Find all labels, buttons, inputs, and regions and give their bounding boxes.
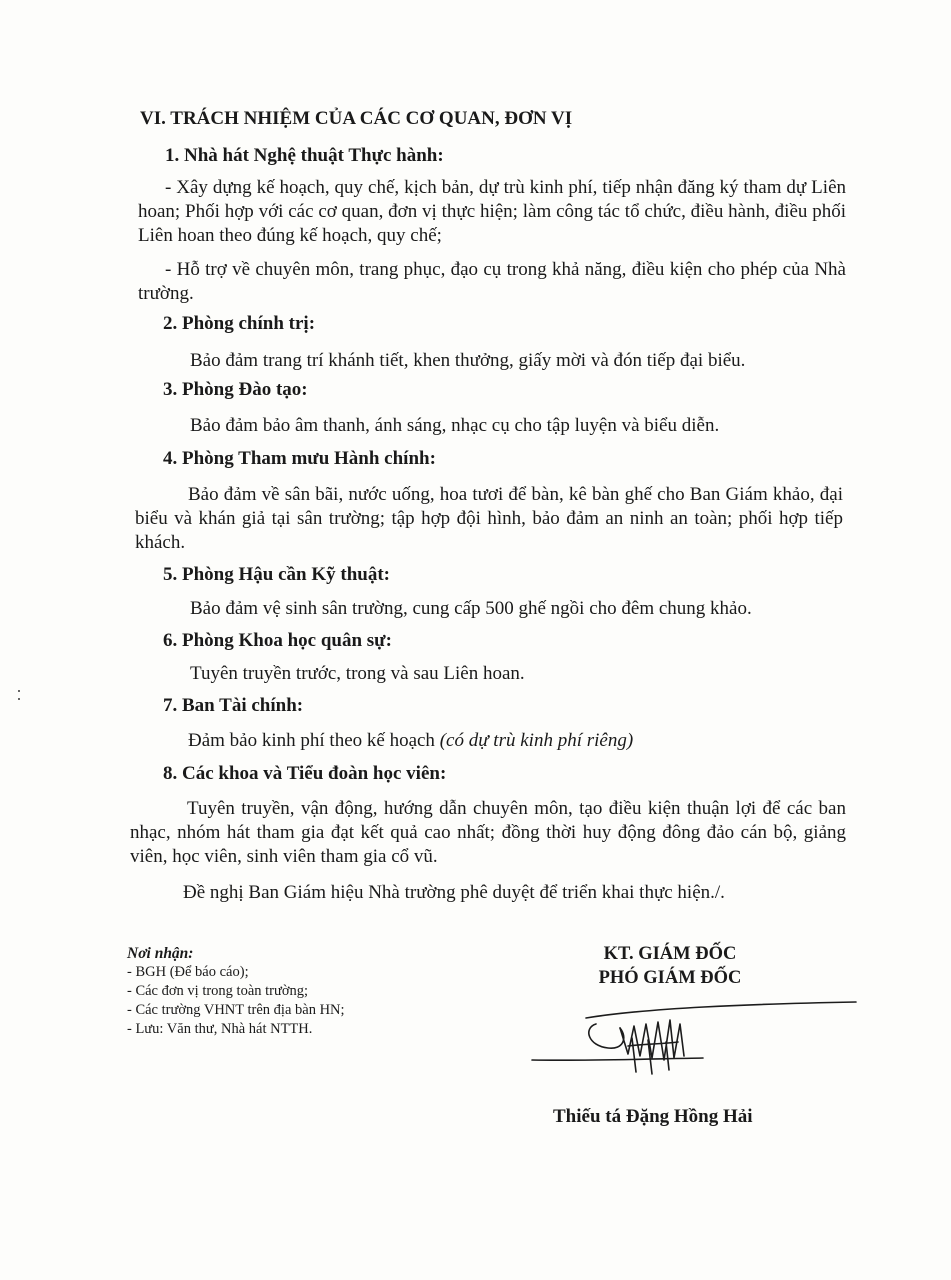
scan-speck xyxy=(18,698,20,700)
item-1-paragraph-1: - Xây dựng kế hoạch, quy chế, kịch bản, dự trù kinh phí, tiếp nhận đăng ký tham dự Liên hoan; Phối hợp với các cơ quan, đơn vị thực hiện; làm công tác tổ chức, điều hành, điều phối Liên hoan theo đúng kế hoạch, quy chế; xyxy=(138,177,846,246)
closing-line: Đề nghị Ban Giám hiệu Nhà trường phê duyệt để triển khai thực hiện./. xyxy=(183,882,725,903)
item-heading-5: 5. Phòng Hậu cần Kỹ thuật: xyxy=(163,564,390,585)
item-7-text-italic: (có dự trù kinh phí riêng) xyxy=(439,730,634,751)
item-7-text: Đảm bảo kinh phí theo kế hoạch xyxy=(188,730,435,751)
scan-speck xyxy=(18,690,20,692)
signature-title-line-1: KT. GIÁM ĐỐC xyxy=(603,944,737,964)
recipient-item: - BGH (Để báo cáo); xyxy=(127,964,249,980)
recipients-title: Nơi nhận: xyxy=(127,945,194,962)
item-5-text: Bảo đảm vệ sinh sân trường, cung cấp 500 ghế ngồi cho đêm chung khảo. xyxy=(190,598,752,619)
item-6-text: Tuyên truyền trước, trong và sau Liên hoan. xyxy=(190,663,525,684)
signer-name: Thiếu tá Đặng Hồng Hải xyxy=(553,1106,753,1127)
recipient-item: - Các trường VHNT trên địa bàn HN; xyxy=(127,1002,345,1018)
signature-title-line-2: PHÓ GIÁM ĐỐC xyxy=(598,968,742,988)
item-heading-4: 4. Phòng Tham mưu Hành chính: xyxy=(163,448,436,469)
recipient-item: - Lưu: Văn thư, Nhà hát NTTH. xyxy=(127,1021,313,1037)
recipients-block xyxy=(127,944,345,1039)
item-heading-8: 8. Các khoa và Tiểu đoàn học viên: xyxy=(163,763,447,784)
handwritten-signature xyxy=(528,998,868,1078)
item-heading-6: 6. Phòng Khoa học quân sự: xyxy=(163,630,392,651)
item-2-text: Bảo đảm trang trí khánh tiết, khen thưởng, giấy mời và đón tiếp đại biểu. xyxy=(190,350,746,371)
recipient-item: - Các đơn vị trong toàn trường; xyxy=(127,983,309,999)
signature-title-block xyxy=(560,942,780,990)
item-7-text-line xyxy=(188,729,633,753)
item-8-text: Tuyên truyền, vận động, hướng dẫn chuyên môn, tạo điều kiện thuận lợi để các ban nhạc, nhóm hát tham gia đạt kết quả cao nhất; đồng thời huy động đông đảo cán bộ, giảng viên, học viên, sinh viên tham gia cổ vũ. xyxy=(130,798,846,867)
item-heading-3: 3. Phòng Đào tạo: xyxy=(163,379,308,400)
item-heading-2: 2. Phòng chính trị: xyxy=(163,313,316,334)
item-1-paragraph-2: - Hỗ trợ về chuyên môn, trang phục, đạo cụ trong khả năng, điều kiện cho phép của Nhà trường. xyxy=(138,259,846,304)
section-title: VI. TRÁCH NHIỆM CỦA CÁC CƠ QUAN, ĐƠN VỊ xyxy=(140,108,573,129)
item-4-text: Bảo đảm về sân bãi, nước uống, hoa tươi để bàn, kê bàn ghế cho Ban Giám khảo, đại biểu và khán giả tại sân trường; tập hợp đội hình, bảo đảm an ninh an toàn; phối hợp tiếp khách. xyxy=(135,484,843,553)
item-heading-7: 7. Ban Tài chính: xyxy=(163,695,304,716)
item-heading-1: 1. Nhà hát Nghệ thuật Thực hành: xyxy=(165,145,444,166)
item-3-text: Bảo đảm bảo âm thanh, ánh sáng, nhạc cụ cho tập luyện và biểu diễn. xyxy=(190,415,720,436)
